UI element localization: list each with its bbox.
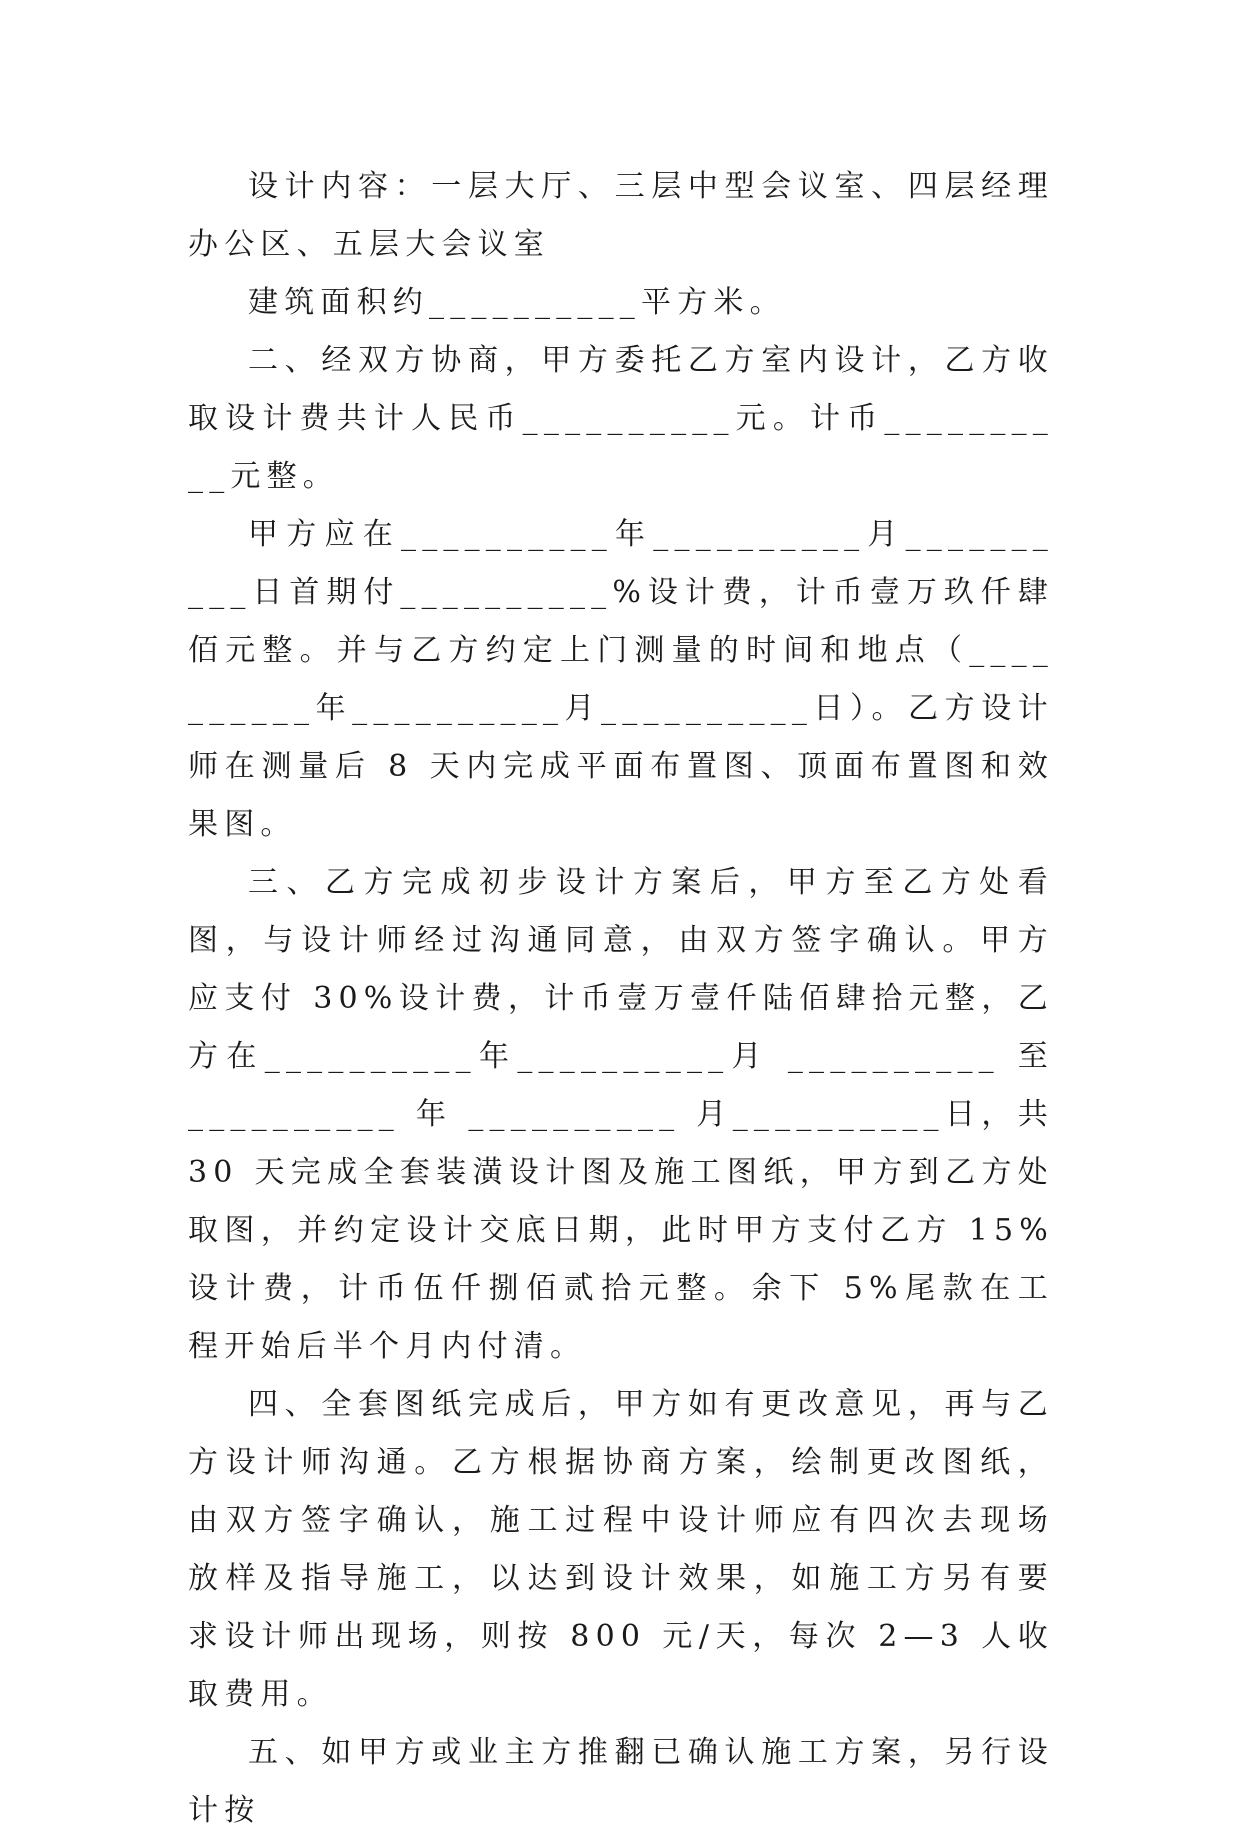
paragraph-design-content: 设计内容：一层大厅、三层中型会议室、四层经理办公区、五层大会议室 [188, 169, 1054, 262]
paragraph-clause-4: 四、全套图纸完成后，甲方如有更改意见，再与乙方设计师沟通。乙方根据协商方案，绘制更改图纸，由双方签字确认，施工过程中设计师应有四次去现场放样及指导施工，以达到设计效果，如施工方另有要求设计师出现场，则按 800 元/天，每次 2—3 人收取费用。 [188, 1387, 1054, 1712]
paragraph-clause-5: 五、如甲方或业主方推翻已确认施工方案，另行设计按 [188, 1735, 1054, 1828]
paragraph-clause-3: 三、乙方完成初步设计方案后，甲方至乙方处看图，与设计师经过沟通同意，由双方签字确认。甲方应支付 30%设计费，计币壹万壹仟陆佰肆拾元整，乙方在__________年__________月 __________ 至 __________ 年 __________ 月__________日，共 30 天完成全套装潢设计图及施工图纸，甲方到乙方处取图，并约定设计交底日期，此时甲方支付乙方 15%设计费，计币伍仟捌佰贰拾元整。余下 5%尾款在工程开始后半个月内付清。 [188, 865, 1054, 1364]
paragraph-clause-2: 二、经双方协商，甲方委托乙方室内设计，乙方收取设计费共计人民币__________元。计币__________元整。 [188, 343, 1054, 494]
document-body [188, 158, 1054, 1840]
paragraph-first-payment: 甲方应在__________年__________月__________日首期付__________%设计费，计币壹万玖仟肆佰元整。并与乙方约定上门测量的时间和地点（__________年__________月__________日）。乙方设计师在测量后 8 天内完成平面布置图、顶面布置图和效果图。 [188, 517, 1054, 842]
paragraph-building-area: 建筑面积约__________平方米。 [248, 285, 786, 320]
